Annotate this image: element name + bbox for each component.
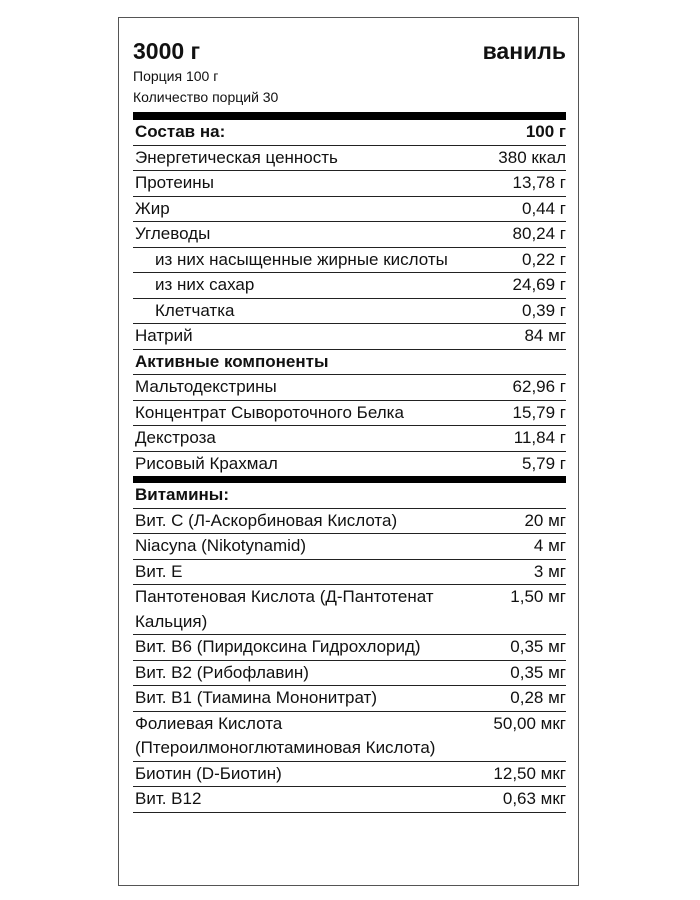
table-row (133, 146, 566, 172)
row-label: из них сахар (155, 275, 255, 294)
row-label: Энергетическая ценность (135, 147, 338, 167)
row-label: Клетчатка (155, 300, 235, 320)
row-label: Вит. С (Л-Аскорбиновая Кислота) (135, 510, 398, 530)
row-label: Вит. Е (135, 561, 183, 581)
row-label: Протеины (135, 173, 214, 192)
table-row (133, 222, 566, 248)
row-value: 0,35 мг (510, 637, 566, 656)
row-value: 4 мг (533, 536, 566, 555)
row-value: 84 мг (524, 326, 566, 345)
row-label: Биотин (D-Биотин) (135, 763, 282, 783)
row-label: Вит. В12 (135, 789, 202, 808)
row-label: Вит. В2 (Рибофлавин) (135, 662, 309, 682)
header-row (133, 36, 566, 66)
active-components-header (133, 350, 566, 376)
table-row (133, 661, 566, 687)
row-label: Декстроза (135, 428, 216, 447)
serving-size: Порция 100 г (133, 68, 219, 84)
row-label: Рисовый Крахмал (135, 453, 278, 473)
table-row (133, 324, 566, 350)
separator-bar-mid (133, 476, 566, 483)
table-row (133, 171, 566, 197)
table-row (133, 762, 566, 788)
row-value: 13,78 г (512, 173, 566, 192)
row-label: Niacyna (Nikotynamid) (135, 536, 306, 555)
row-label: Углеводы (135, 224, 211, 243)
row-value: 0,35 мг (510, 662, 566, 682)
table-row (133, 273, 566, 299)
table-row (133, 686, 566, 712)
table-row (133, 534, 566, 560)
vitamins-title: Витамины: (135, 485, 229, 504)
row-value: 11,84 г (513, 428, 566, 447)
row-label: Вит. В6 (Пиридоксина Гидрохлорид) (135, 637, 421, 656)
row-value: 12,50 мкг (493, 763, 566, 783)
row-label: Концентрат Сывороточного Белка (135, 402, 404, 422)
active-components-title: Активные компоненты (135, 351, 329, 371)
row-value: 0,44 г (521, 198, 566, 218)
row-value: 0,63 мкг (502, 789, 566, 808)
row-label: Фолиевая Кислота (Птероилмоноглютаминовая Кислота) (135, 713, 436, 757)
table-row (133, 197, 566, 223)
row-value: 0,28 мг (510, 688, 566, 707)
row-value: 62,96 г (512, 377, 566, 396)
table-row (133, 560, 566, 586)
row-label: Вит. В1 (Тиамина Мононитрат) (135, 688, 378, 707)
table-row (133, 712, 566, 762)
nutrition-panel (133, 36, 566, 813)
row-value: 0,22 г (521, 249, 566, 269)
table-row (133, 248, 566, 274)
table-row (133, 426, 566, 452)
row-value: 20 мг (524, 510, 566, 530)
row-value: 5,79 г (521, 453, 566, 473)
row-value: 15,79 г (512, 402, 566, 422)
row-value: 380 ккал (498, 147, 566, 167)
product-flavor: ваниль (482, 38, 566, 64)
row-label: Пантотеновая Кислота (Д-Пантотенат Кальция) (135, 587, 434, 631)
row-value: 80,24 г (512, 224, 566, 243)
row-value: 24,69 г (512, 275, 566, 294)
row-value: 1,50 мг (510, 587, 566, 606)
table-row (133, 452, 566, 477)
row-value: 3 мг (533, 561, 566, 581)
composition-title: Состав на: (135, 122, 226, 141)
row-label: из них насыщенные жирные кислоты (155, 249, 448, 269)
row-value: 50,00 мкг (493, 713, 566, 733)
table-row (133, 585, 566, 635)
table-row (133, 299, 566, 325)
composition-header-row (133, 120, 566, 146)
servings-count: Количество порций 30 (133, 89, 279, 105)
vitamins-header (133, 483, 566, 509)
table-row (133, 375, 566, 401)
table-row (133, 401, 566, 427)
table-row (133, 509, 566, 535)
table-row (133, 635, 566, 661)
composition-per: 100 г (525, 122, 566, 141)
product-weight: 3000 г (133, 38, 201, 64)
table-row (133, 787, 566, 813)
row-label: Мальтодекстрины (135, 377, 277, 396)
row-label: Натрий (135, 326, 193, 345)
row-value: 0,39 г (521, 300, 566, 320)
separator-bar-top (133, 112, 566, 120)
row-label: Жир (135, 198, 170, 218)
